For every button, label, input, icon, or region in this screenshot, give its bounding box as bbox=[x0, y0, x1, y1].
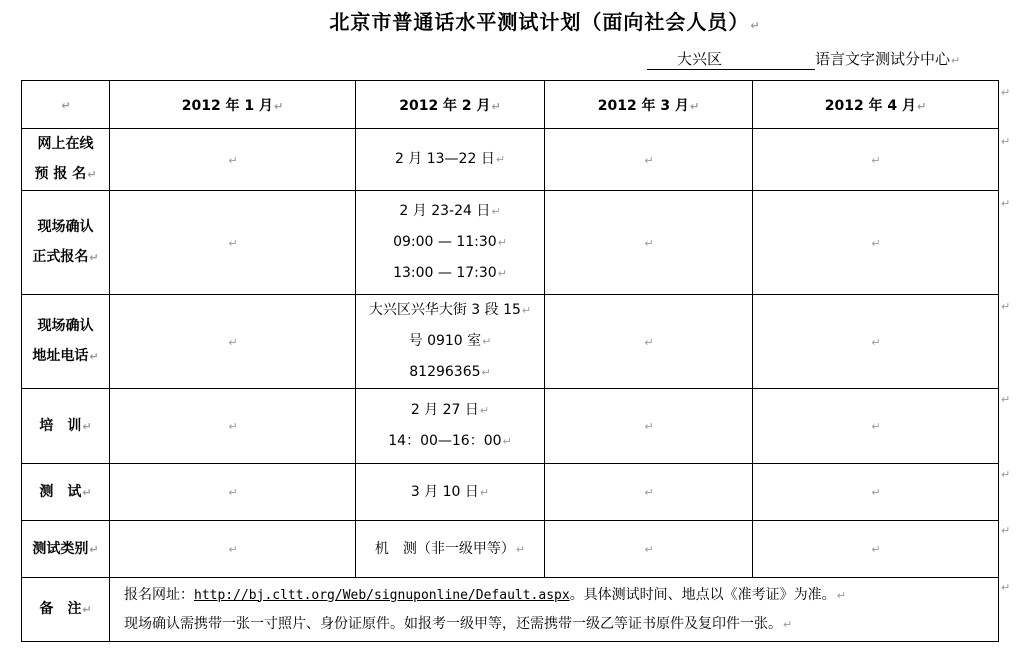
cell-line bbox=[356, 534, 544, 565]
cell-text: 2 月 23-24 日 bbox=[399, 203, 491, 219]
row-label bbox=[22, 295, 110, 389]
schedule-table bbox=[21, 80, 999, 642]
paragraph-mark: ↵ bbox=[871, 335, 881, 349]
paragraph-mark: ↵ bbox=[783, 617, 793, 631]
cell-text: 3 月 10 日 bbox=[410, 483, 479, 500]
cell-feb bbox=[356, 464, 545, 521]
table-row bbox=[22, 191, 999, 295]
cell-mar bbox=[545, 295, 753, 389]
table-row bbox=[22, 389, 999, 464]
row-label bbox=[22, 129, 110, 191]
header-row bbox=[22, 81, 999, 129]
paragraph-mark: ↵ bbox=[497, 267, 507, 280]
paragraph-mark: ↵ bbox=[644, 153, 654, 167]
cell-apr bbox=[753, 389, 999, 464]
center-name: 语言文字测试分中心 bbox=[815, 50, 951, 68]
notes-line-2 bbox=[124, 610, 998, 639]
cell-line bbox=[356, 144, 544, 175]
paragraph-mark: ↵ bbox=[61, 98, 71, 112]
cell-feb bbox=[356, 521, 545, 578]
cell-text: 2 月 13—22 日 bbox=[394, 151, 495, 167]
cell-mar bbox=[545, 521, 753, 578]
row-end-mark: ↵ bbox=[1001, 524, 1011, 537]
district-line: 大兴区 语言文字测试分中心↵ bbox=[647, 48, 960, 70]
row-label-line: 现场确认 bbox=[37, 219, 94, 235]
notes-content bbox=[110, 578, 999, 642]
paragraph-mark: ↵ bbox=[82, 485, 92, 499]
paragraph-mark: ↵ bbox=[82, 419, 92, 433]
row-label-line: 正式报名↵ bbox=[32, 249, 99, 265]
paragraph-mark: ↵ bbox=[521, 304, 532, 317]
row-end-mark: ↵ bbox=[1001, 393, 1011, 406]
cell-apr bbox=[753, 191, 999, 295]
paragraph-mark: ↵ bbox=[479, 404, 490, 417]
paragraph-mark: ↵ bbox=[871, 236, 881, 250]
table-row bbox=[22, 295, 999, 389]
cell-feb bbox=[356, 191, 545, 295]
district-name: 大兴区 bbox=[647, 48, 815, 70]
cell-text: 81296365 bbox=[409, 364, 481, 380]
row-label-line: 网上在线 bbox=[37, 136, 94, 152]
cell-feb bbox=[356, 129, 545, 191]
cell-text: 大兴区兴华大街 3 段 15 bbox=[368, 302, 521, 318]
paragraph-mark: ↵ bbox=[89, 251, 99, 264]
cell-text: 13:00 — 17:30 bbox=[393, 265, 497, 281]
paragraph-mark: ↵ bbox=[495, 153, 506, 166]
row-label bbox=[22, 521, 110, 578]
row-end-mark: ↵ bbox=[1001, 468, 1011, 481]
month-label: 2012 年 4 月 bbox=[824, 97, 917, 114]
paragraph-mark: ↵ bbox=[497, 236, 507, 249]
table-row bbox=[22, 521, 999, 578]
row-label bbox=[22, 464, 110, 521]
month-label: 2012 年 1 月 bbox=[181, 97, 274, 114]
cell-text: 09:00 — 11:30 bbox=[393, 234, 497, 250]
row-label-line: 预 报 名↵ bbox=[34, 166, 97, 182]
row-label-line: 地址电话↵ bbox=[32, 348, 99, 364]
paragraph-mark: ↵ bbox=[871, 486, 881, 499]
cell-apr bbox=[753, 521, 999, 578]
paragraph-mark: ↵ bbox=[871, 153, 881, 167]
cell-jan bbox=[110, 464, 356, 521]
month-header bbox=[545, 81, 753, 129]
cell-line bbox=[356, 326, 544, 357]
paragraph-mark: ↵ bbox=[228, 153, 238, 167]
row-end-mark: ↵ bbox=[1001, 135, 1011, 148]
cell-feb bbox=[356, 295, 545, 389]
table-row bbox=[22, 129, 999, 191]
cell-mar bbox=[545, 464, 753, 521]
paragraph-mark: ↵ bbox=[644, 486, 654, 499]
paragraph-mark: ↵ bbox=[871, 420, 881, 433]
paragraph-mark: ↵ bbox=[274, 99, 284, 113]
table-row bbox=[22, 464, 999, 521]
cell-jan bbox=[110, 295, 356, 389]
paragraph-mark: ↵ bbox=[228, 335, 238, 349]
paragraph-mark: ↵ bbox=[228, 543, 238, 556]
notes-line-1 bbox=[124, 581, 998, 610]
row-end-mark: ↵ bbox=[1001, 581, 1011, 594]
paragraph-mark: ↵ bbox=[491, 99, 501, 113]
notes-requirements: 现场确认需携带一张一寸照片、身份证原件。如报考一级甲等，还需携带一级乙等证书原件及复印件一张。 bbox=[124, 615, 782, 632]
cell-mar bbox=[545, 129, 753, 191]
paragraph-mark: ↵ bbox=[228, 236, 238, 250]
paragraph-mark: ↵ bbox=[491, 205, 501, 218]
row-label-line: 测 试↵ bbox=[39, 483, 92, 500]
paragraph-mark: ↵ bbox=[228, 420, 238, 433]
paragraph-mark: ↵ bbox=[836, 588, 846, 602]
cell-mar bbox=[545, 191, 753, 295]
paragraph-mark: ↵ bbox=[644, 236, 654, 250]
month-header bbox=[753, 81, 999, 129]
cell-line bbox=[356, 395, 544, 426]
cell-jan bbox=[110, 389, 356, 464]
cell-line bbox=[356, 477, 544, 508]
paragraph-mark: ↵ bbox=[644, 543, 654, 556]
paragraph-mark: ↵ bbox=[644, 420, 654, 433]
paragraph-mark: ↵ bbox=[481, 366, 491, 379]
corner-cell bbox=[22, 81, 110, 129]
paragraph-mark: ↵ bbox=[479, 485, 490, 499]
cell-line bbox=[356, 295, 544, 326]
registration-link[interactable]: http://bj.cltt.org/Web/signuponline/Default.aspx bbox=[194, 587, 570, 603]
cell-apr bbox=[753, 129, 999, 191]
cell-text: 2 月 27 日 bbox=[410, 402, 479, 418]
paragraph-mark: ↵ bbox=[502, 435, 512, 448]
notes-label bbox=[22, 578, 110, 642]
cell-text: 号 0910 室 bbox=[408, 333, 482, 349]
paragraph-mark: ↵ bbox=[871, 543, 881, 556]
month-label: 2012 年 3 月 bbox=[597, 97, 690, 114]
cell-mar bbox=[545, 389, 753, 464]
cell-line bbox=[356, 357, 544, 388]
cell-line bbox=[356, 426, 544, 457]
paragraph-mark: ↵ bbox=[87, 168, 97, 181]
row-end-mark: ↵ bbox=[1001, 197, 1011, 210]
row-end-mark: ↵ bbox=[1001, 86, 1011, 99]
cell-line bbox=[356, 258, 544, 289]
paragraph-mark: ↵ bbox=[644, 335, 654, 349]
notes-row bbox=[22, 578, 999, 642]
row-label-line: 现场确认 bbox=[37, 318, 94, 334]
cell-feb bbox=[356, 389, 545, 464]
notes-prefix: 报名网址： bbox=[124, 586, 194, 603]
month-header bbox=[356, 81, 545, 129]
cell-apr bbox=[753, 464, 999, 521]
paragraph-mark: ↵ bbox=[228, 486, 238, 499]
paragraph-mark: ↵ bbox=[917, 99, 927, 113]
notes-label-text: 备 注 bbox=[39, 601, 82, 617]
cell-jan bbox=[110, 129, 356, 191]
cell-line bbox=[356, 196, 544, 227]
paragraph-mark: ↵ bbox=[82, 603, 92, 616]
paragraph-mark: ↵ bbox=[89, 542, 99, 556]
notes-suffix: 。具体测试时间、地点以《准考证》为准。 bbox=[569, 586, 836, 603]
month-header bbox=[110, 81, 356, 129]
cell-text: 14：00—16：00 bbox=[388, 433, 502, 449]
paragraph-mark: ↵ bbox=[89, 350, 99, 363]
page-title: 北京市普通话水平测试计划（面向社会人员）↵ bbox=[329, 10, 761, 34]
row-label bbox=[22, 389, 110, 464]
cell-text: 机 测（非一级甲等） bbox=[374, 540, 515, 557]
row-label-line: 培 训↵ bbox=[39, 417, 92, 434]
month-label: 2012 年 2 月 bbox=[399, 97, 491, 114]
cell-line bbox=[356, 227, 544, 258]
cell-jan bbox=[110, 191, 356, 295]
row-label-line: 测试类别↵ bbox=[32, 540, 99, 557]
cell-jan bbox=[110, 521, 356, 578]
paragraph-mark: ↵ bbox=[482, 335, 492, 348]
cell-apr bbox=[753, 295, 999, 389]
row-label bbox=[22, 191, 110, 295]
row-end-mark: ↵ bbox=[1001, 300, 1011, 313]
paragraph-mark: ↵ bbox=[515, 542, 526, 556]
paragraph-mark: ↵ bbox=[690, 99, 700, 113]
